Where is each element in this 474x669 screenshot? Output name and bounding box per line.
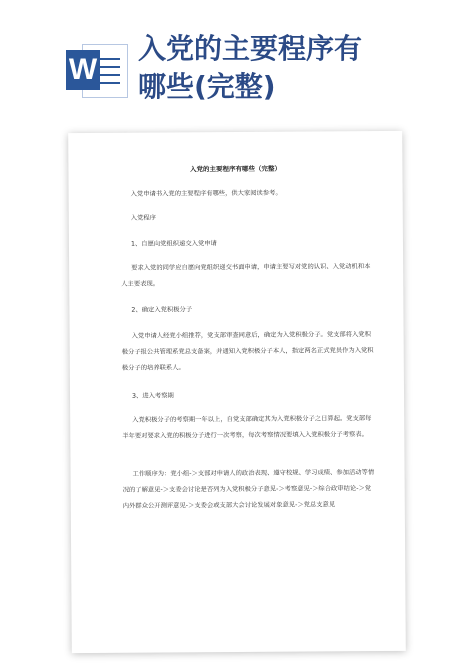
document-title: 入党的主要程序有哪些（完整） [189,164,281,174]
document-subheading: 2、确定入党积极分子 [131,306,193,314]
document-subheading: 1、自愿向党组织递交入党申请 [130,240,217,248]
page-title-line-1: 入党的主要程序有 [138,32,363,65]
document-paragraph: 工作顺序为：党小组-＞支部对申请人的政治表现、遵守校规、学习成绩、参加活动等情况的了解意见-＞支委会讨论是否列为入党积极分子意见-＞考察意见-＞综合政审结论-＞党内外群众公开测评意见-＞支委会或支部大会讨论发展对象意见-＞党总支意见 [122,469,375,510]
document-paragraph: 要求入党的同学应自愿向党组织递交书面申请，申请主要写对党的认识、入党动机和本人主要表现。 [121,263,371,288]
document-heading: 入党程序 [130,214,156,222]
page-title-line-2: 哪些(完整) [138,70,276,103]
document-paragraph: 入党申请人经党小组推荐，党支部审查同意后，确定为入党积极分子。党支部将入党积极分子报公共管理系党总支备案，并通知入党积极分子本人，指定两名正式党员作为入党积极分子的培养联系人。 [121,331,374,372]
document-subheading: 3、进入考察期 [132,392,174,400]
document-paragraph: 入党申请书入党的主要程序有哪些，供大家阅读参考。 [130,189,282,198]
document-page [68,131,406,653]
page-title [138,30,468,106]
word-icon-letter: W [66,50,100,90]
document-paragraph: 入党积极分子的考察期一年以上，自党支部确定其为入党积极分子之日算起。党支部每半年要对要求入党的积极分子进行一次考察，每次考察情况要填入入党积极分子考察表。 [122,415,372,440]
word-icon [66,40,128,100]
